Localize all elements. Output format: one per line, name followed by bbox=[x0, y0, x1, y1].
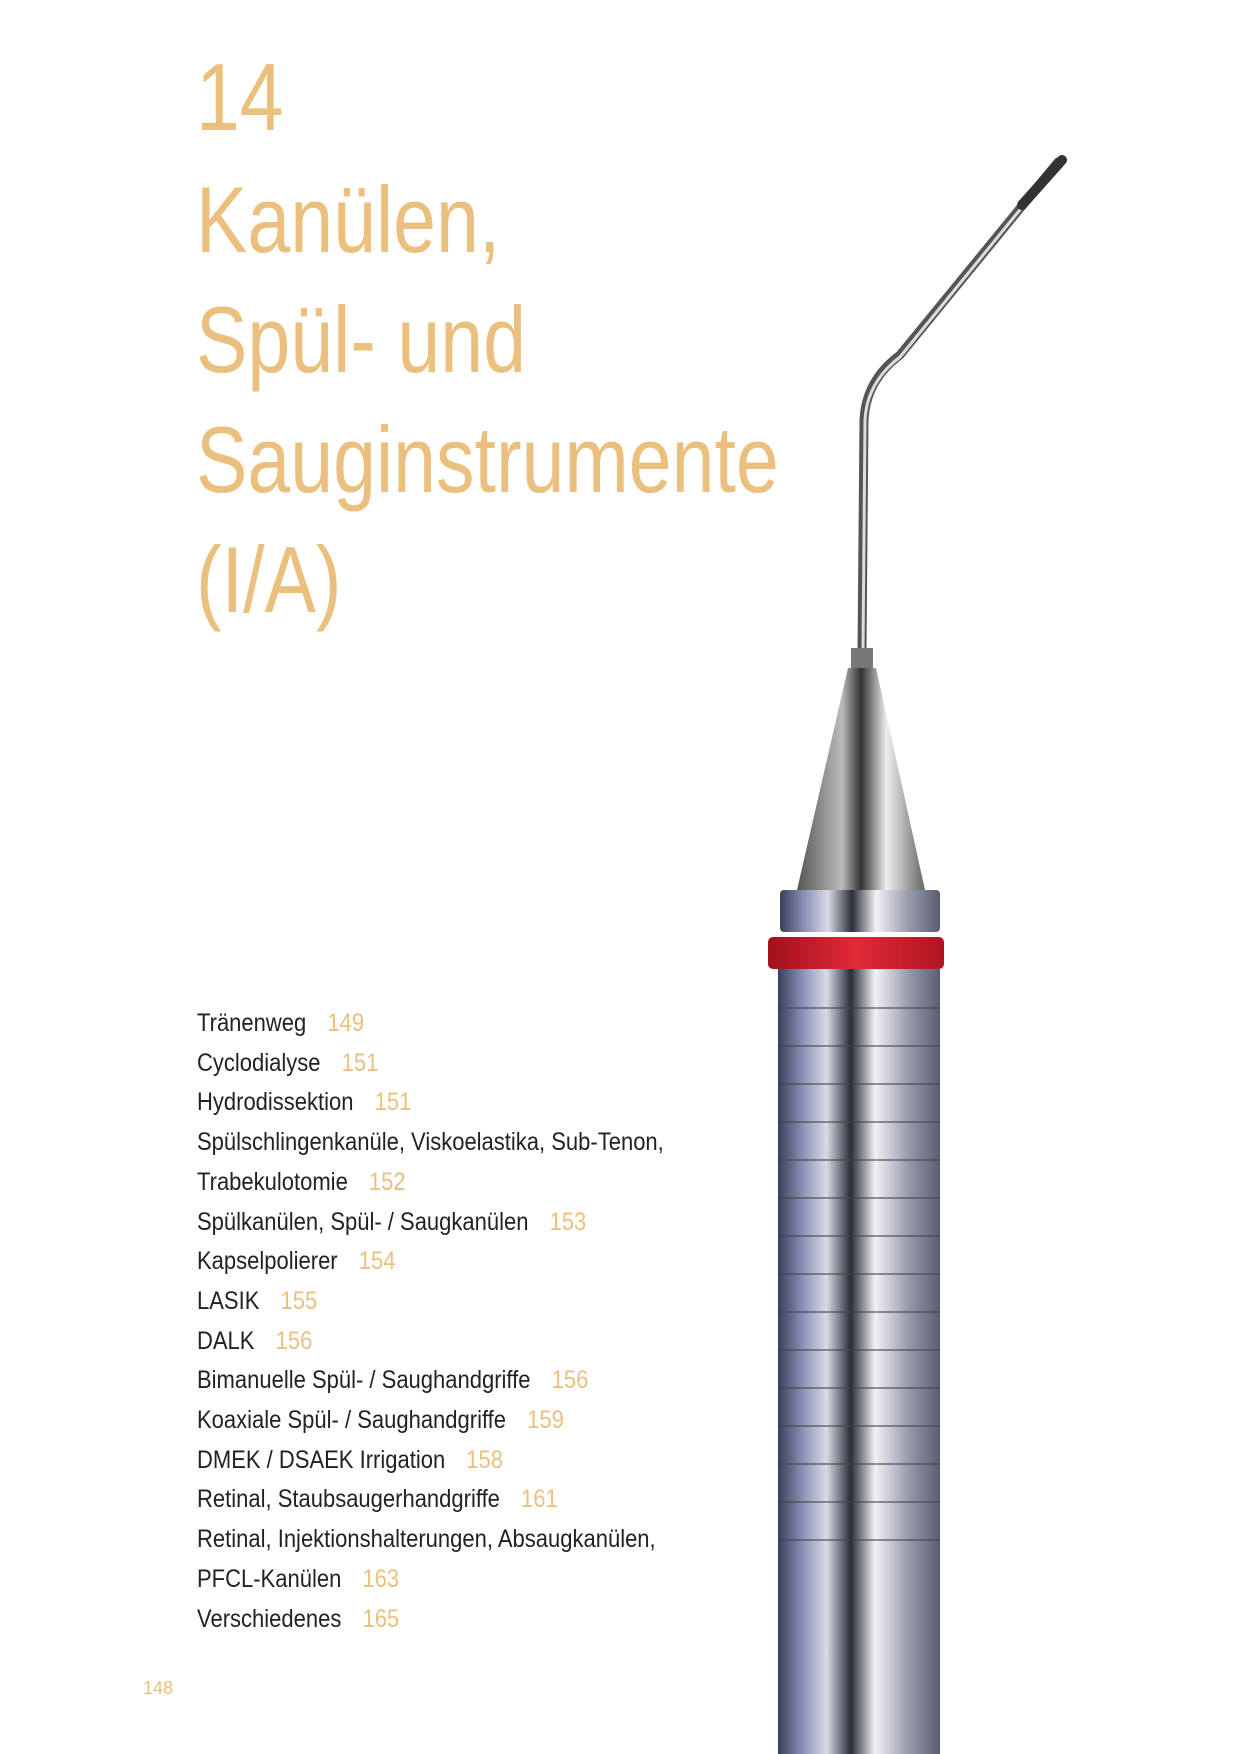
toc-page: 165 bbox=[362, 1604, 400, 1633]
toc-page: 155 bbox=[280, 1286, 318, 1315]
chapter-title-line: (I/A) bbox=[196, 527, 342, 632]
toc-page: 153 bbox=[549, 1207, 587, 1236]
table-of-contents bbox=[197, 1004, 664, 1639]
toc-page: 149 bbox=[327, 1009, 365, 1037]
toc-entry[interactable]: Retinal, Injektionshalterungen, Absaugkanülen, PFCL-Kanülen 163 bbox=[197, 1525, 656, 1593]
toc-entry[interactable]: DMEK / DSAEK Irrigation 158 bbox=[197, 1445, 504, 1474]
toc-entry[interactable]: LASIK 155 bbox=[197, 1286, 318, 1315]
toc-entry[interactable]: Retinal, Staubsaugerhandgriffe 161 bbox=[197, 1485, 558, 1514]
toc-entry[interactable]: Verschiedenes 165 bbox=[197, 1604, 400, 1633]
toc-entry[interactable]: Spülschlingenkanüle, Viskoelastika, Sub-Tenon, Trabekulotomie 152 bbox=[197, 1128, 664, 1196]
toc-page: 152 bbox=[368, 1167, 406, 1196]
toc-entry[interactable]: Kapselpolierer 154 bbox=[197, 1247, 396, 1276]
toc-page: 151 bbox=[341, 1048, 379, 1077]
chapter-number: 14 bbox=[196, 44, 284, 151]
toc-page: 163 bbox=[362, 1564, 400, 1593]
toc-page: 156 bbox=[275, 1326, 313, 1355]
toc-entry[interactable]: DALK 156 bbox=[197, 1326, 313, 1355]
toc-entry[interactable]: Tränenweg 149 bbox=[197, 1009, 365, 1037]
chapter-title-line: Spül- und bbox=[196, 287, 526, 392]
toc-entry[interactable]: Hydrodissektion 151 bbox=[197, 1088, 412, 1117]
toc-page: 158 bbox=[466, 1445, 504, 1474]
chapter-title-line: Sauginstrumente bbox=[196, 407, 779, 512]
toc-page: 151 bbox=[374, 1088, 412, 1117]
toc-entry[interactable]: Spülkanülen, Spül- / Saugkanülen 153 bbox=[197, 1207, 587, 1236]
toc-entry[interactable]: Koaxiale Spül- / Saughandgriffe 159 bbox=[197, 1406, 564, 1435]
toc-page: 161 bbox=[521, 1485, 558, 1514]
page-number: 148 bbox=[143, 1678, 174, 1698]
toc-page: 154 bbox=[358, 1247, 396, 1276]
toc-entry[interactable]: Cyclodialyse 151 bbox=[197, 1048, 379, 1077]
toc-entry[interactable]: Bimanuelle Spül- / Saughandgriffe 156 bbox=[197, 1366, 589, 1395]
toc-page: 156 bbox=[551, 1366, 589, 1395]
chapter-title-line: Kanülen, bbox=[196, 167, 501, 272]
toc-page: 159 bbox=[527, 1406, 564, 1435]
